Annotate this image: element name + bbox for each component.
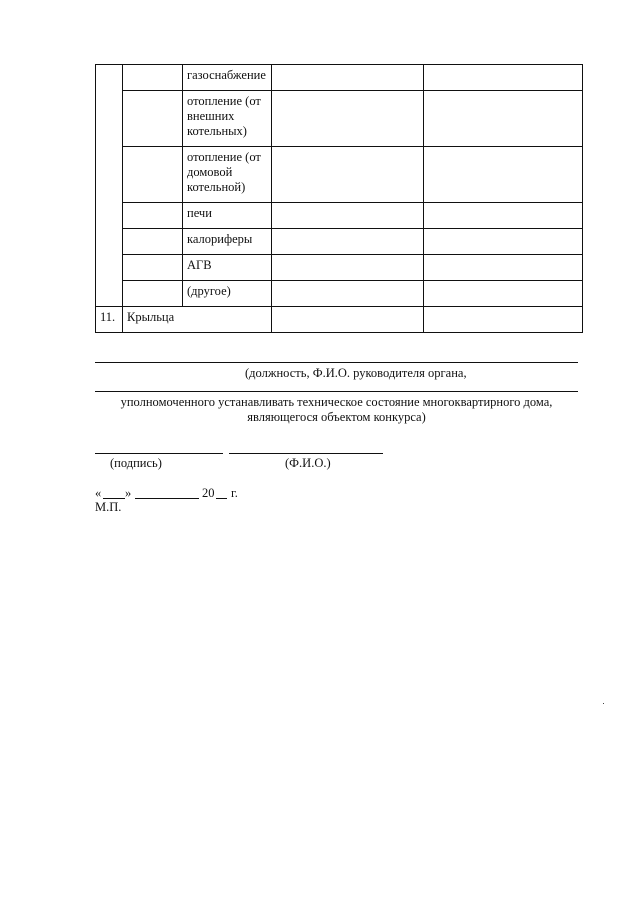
fio-caption: (Ф.И.О.)	[285, 456, 331, 470]
table-cell	[424, 91, 583, 147]
table-cell	[123, 147, 183, 203]
element-name-cell: отопление (от домовой котельной)	[183, 147, 272, 203]
position-caption: (должность, Ф.И.О. руководителя органа,	[245, 366, 467, 380]
row-number-cell: 11.	[96, 307, 123, 333]
technical-condition-table	[95, 64, 583, 333]
table-row	[96, 147, 583, 203]
table-row	[96, 91, 583, 147]
table-row	[96, 65, 583, 91]
signature-caption: (подпись)	[110, 456, 162, 470]
table-row	[96, 229, 583, 255]
element-name-cell: АГВ	[183, 255, 272, 281]
table-cell	[424, 307, 583, 333]
scan-speck	[603, 703, 604, 704]
element-name-cell: Крыльца	[123, 307, 272, 333]
element-name-cell: калориферы	[183, 229, 272, 255]
table-cell	[272, 255, 424, 281]
fio-line	[229, 453, 383, 454]
table-cell	[123, 91, 183, 147]
date-year-prefix: 20	[202, 486, 215, 500]
table-cell	[272, 229, 424, 255]
table-cell	[123, 229, 183, 255]
table-cell	[272, 281, 424, 307]
table-cell	[272, 91, 424, 147]
date-day-line	[103, 498, 125, 499]
table-cell	[272, 307, 424, 333]
element-name-cell: газоснабжение	[183, 65, 272, 91]
table-row	[96, 281, 583, 307]
table-row	[96, 307, 583, 333]
table-cell	[272, 65, 424, 91]
position-signature-line	[95, 362, 578, 363]
date-close-quote: »	[125, 486, 132, 500]
date-open-quote: «	[95, 486, 102, 500]
table-cell	[272, 203, 424, 229]
row-number-cell	[96, 65, 123, 307]
stamp-label: М.П.	[95, 500, 122, 514]
authority-signature-line	[95, 391, 578, 392]
element-name-cell: отопление (от внешних котельных)	[183, 91, 272, 147]
table-cell	[272, 147, 424, 203]
table-cell	[424, 281, 583, 307]
table-cell	[123, 203, 183, 229]
table-cell	[424, 147, 583, 203]
authority-caption-line-1: уполномоченного устанавливать техническое состояние многоквартирного дома,	[120, 395, 553, 409]
table-cell	[424, 255, 583, 281]
signature-line	[95, 453, 223, 454]
table-cell	[424, 229, 583, 255]
element-name-cell: (другое)	[183, 281, 272, 307]
table-cell	[123, 65, 183, 91]
table-row	[96, 255, 583, 281]
date-year-line	[216, 498, 227, 499]
table-cell	[123, 255, 183, 281]
table-cell	[424, 203, 583, 229]
date-month-line	[135, 498, 199, 499]
table-cell	[424, 65, 583, 91]
element-name-cell: печи	[183, 203, 272, 229]
table-row	[96, 203, 583, 229]
table-cell	[123, 281, 183, 307]
authority-caption-line-2: являющегося объектом конкурса)	[247, 410, 426, 424]
date-year-suffix: г.	[231, 486, 238, 500]
